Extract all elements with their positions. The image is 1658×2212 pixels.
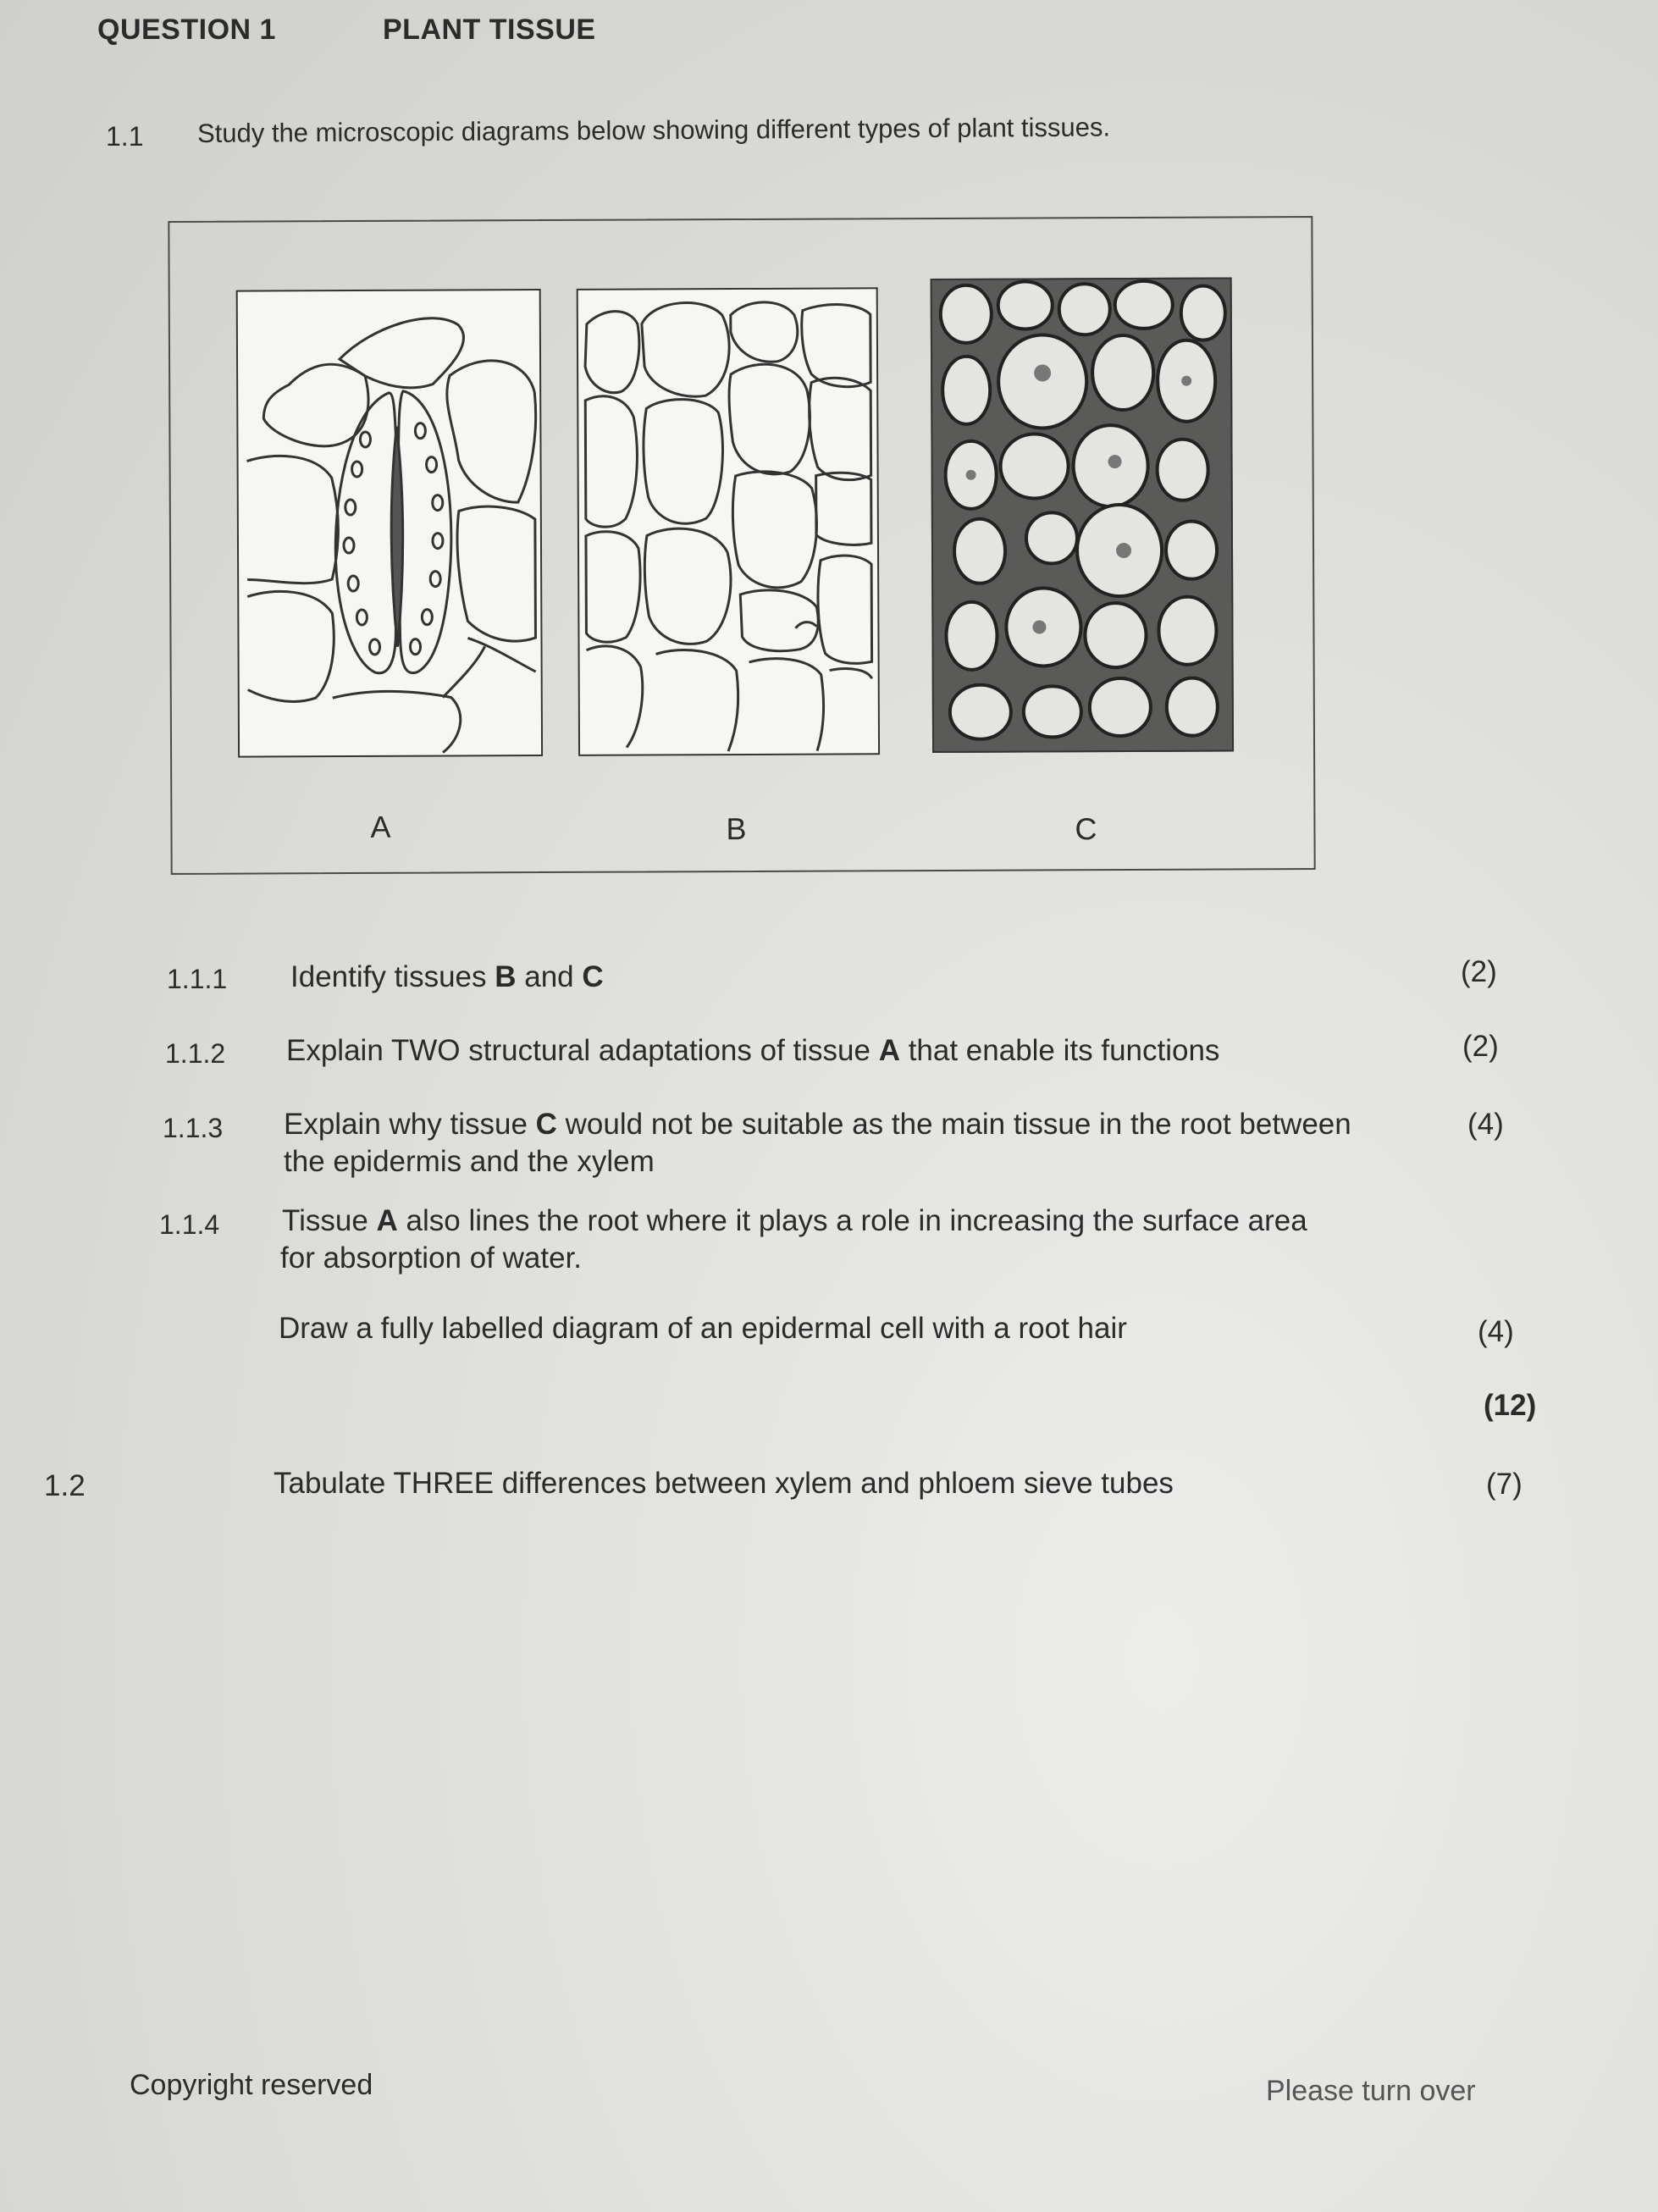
parenchyma-drawing [578,289,878,755]
q1-1-3-text-part: Explain why tissue [284,1108,536,1141]
q1-1-4-number: 1.1.4 [159,1209,220,1240]
q1-1-4-text-line2: for absorption of water. [280,1241,583,1275]
q1-2-number: 1.2 [44,1469,86,1502]
q1-1-1-bold-c: C [582,960,604,993]
question-title: PLANT TISSUE [383,14,596,46]
figure-box [168,216,1315,875]
q1-1-2-text-part: Explain TWO structural adaptations of tissue [286,1034,879,1067]
q1-2-marks: (7) [1486,1468,1523,1501]
label-c: C [1075,811,1097,847]
q1-1-2-number: 1.1.2 [165,1038,226,1069]
label-a: A [370,809,391,844]
q1-1-text: Study the microscopic diagrams below showing different types of plant tissues. [196,112,1111,148]
thick-walled-cells-drawing [932,279,1232,751]
q1-1-4-text-line3: Draw a fully labelled diagram of an epidermal cell with a root hair [279,1312,1127,1345]
q1-1-4-text-part: Tissue [282,1204,377,1237]
q1-1-4-marks: (4) [1478,1315,1514,1348]
q1-1-3-marks: (4) [1467,1108,1504,1141]
q1-1-3-number: 1.1.3 [163,1113,224,1143]
q1-1-4-text-end: also lines the root where it plays a role in increasing the surface area [397,1204,1307,1237]
q1-1-2-bold-a: A [878,1034,900,1067]
q1-2-text: Tabulate THREE differences between xylem and phloem sieve tubes [274,1467,1174,1500]
q1-1-2-text [286,1034,1219,1068]
q1-1-3-text [284,1108,1351,1142]
stoma-drawing [238,290,541,756]
q1-1-1-number: 1.1.1 [167,964,228,994]
q1-1-2-marks: (2) [1462,1030,1499,1063]
q1-1-1-text-part: Identify tissues [290,960,495,993]
q1-1-3-text-end: would not be suitable as the main tissue in the root between [556,1108,1351,1141]
q1-1-1-text-mid: and [516,960,583,993]
q1-1-4-bold-a: A [376,1204,398,1237]
subtotal-marks: (12) [1484,1389,1537,1422]
q1-1-2-text-end: that enable its functions [899,1034,1220,1067]
label-b: B [726,810,747,847]
footer-copyright: Copyright reserved [130,2069,373,2101]
footer-turn-over: Please turn over [1266,2075,1476,2107]
q1-1-4-text [282,1204,1307,1238]
q1-1-1-marks: (2) [1461,955,1497,988]
diagram-a-stoma [236,289,543,758]
question-number: QUESTION 1 [97,14,276,46]
diagram-c-thick-walled-tissue [931,277,1234,753]
q1-1-3-bold-c: C [535,1108,557,1141]
diagram-b-parenchyma [577,287,880,756]
q1-1-number: 1.1 [106,121,144,152]
q1-1-1-text [290,960,604,994]
q1-1-1-bold-b: B [495,960,517,993]
q1-1-3-text-line2: the epidermis and the xylem [284,1145,655,1178]
